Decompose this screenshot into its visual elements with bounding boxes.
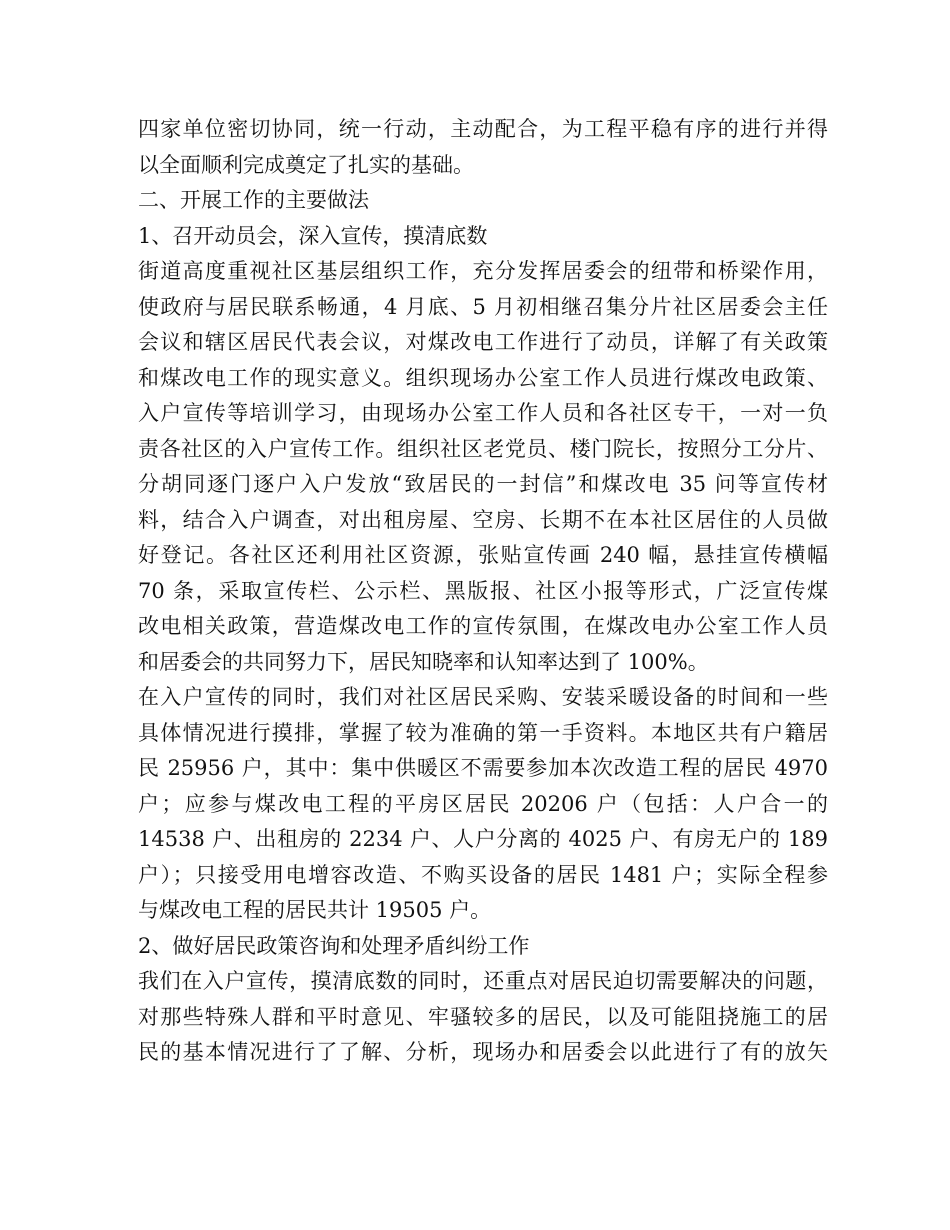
text-line: 四家单位密切协同，统一行动，主动配合，为工程平稳有序的进行并得 xyxy=(138,117,828,141)
section-heading: 二、开展工作的主要做法 xyxy=(138,188,369,212)
text-line: 户）；只接受用电增容改造、不购买设备的居民 1481 户；实际全程参 xyxy=(138,862,828,887)
document-body xyxy=(138,112,828,1071)
subsection-heading: 1、召开动员会，深入宣传，摸清底数 xyxy=(138,223,488,248)
text-line: 我们在入户宣传，摸清底数的同时，还重点对居民迫切需要解决的问题， xyxy=(138,969,828,993)
text-line: 改电相关政策，营造煤改电工作的宣传氛围，在煤改电办公室工作人员 xyxy=(138,614,828,638)
text-line: 以全面顺利完成奠定了扎实的基础。 xyxy=(138,152,474,177)
subsection-heading: 2、做好居民政策咨询和处理矛盾纠纷工作 xyxy=(138,933,530,958)
text-line: 民的基本情况进行了了解、分析，现场办和居委会以此进行了有的放矢 xyxy=(138,1040,828,1064)
text-line: 会议和辖区居民代表会议，对煤改电工作进行了动员，详解了有关政策 xyxy=(138,330,828,354)
text-line: 70 条，采取宣传栏、公示栏、黑版报、社区小报等形式，广泛宣传煤 xyxy=(138,578,828,603)
text-line: 料，结合入户调查，对出租房屋、空房、长期不在本社区居住的人员做 xyxy=(138,507,828,532)
text-line: 和居委会的共同努力下，居民知晓率和认知率达到了 100%。 xyxy=(138,649,709,674)
text-line: 在入户宣传的同时，我们对社区居民采购、安装采暖设备的时间和一些 xyxy=(138,685,828,709)
text-line: 使政府与居民联系畅通，4 月底、5 月初相继召集分片社区居委会主任 xyxy=(138,294,828,319)
text-line: 入户宣传等培训学习，由现场办公室工作人员和各社区专干，一对一负 xyxy=(138,401,828,425)
text-line: 和煤改电工作的现实意义。组织现场办公室工作人员进行煤改电政策、 xyxy=(138,365,828,390)
text-line: 与煤改电工程的居民共计 19505 户。 xyxy=(138,898,492,922)
text-line: 14538 户、出租房的 2234 户、人户分离的 4025 户、有房无户的 189 xyxy=(138,827,828,851)
text-line: 户；应参与煤改电工程的平房区居民 20206 户（包括：人户合一的 xyxy=(138,791,828,816)
text-line: 具体情况进行摸排，掌握了较为准确的第一手资料。本地区共有户籍居 xyxy=(138,720,828,745)
text-line: 责各社区的入户宣传工作。组织社区老党员、楼门院长，按照分工分片、 xyxy=(138,436,828,461)
text-line: 分胡同逐门逐户入户发放“致居民的一封信”和煤改电 35 问等宣传材 xyxy=(138,472,828,496)
text-line: 街道高度重视社区基层组织工作，充分发挥居委会的纽带和桥梁作用， xyxy=(138,259,828,283)
text-line: 民 25956 户，其中：集中供暖区不需要参加本次改造工程的居民 4970 xyxy=(138,756,828,780)
text-line: 好登记。各社区还利用社区资源，张贴宣传画 240 幅，悬挂宣传横幅 xyxy=(138,543,828,567)
text-line: 对那些特殊人群和平时意见、牢骚较多的居民，以及可能阻挠施工的居 xyxy=(138,1004,828,1029)
